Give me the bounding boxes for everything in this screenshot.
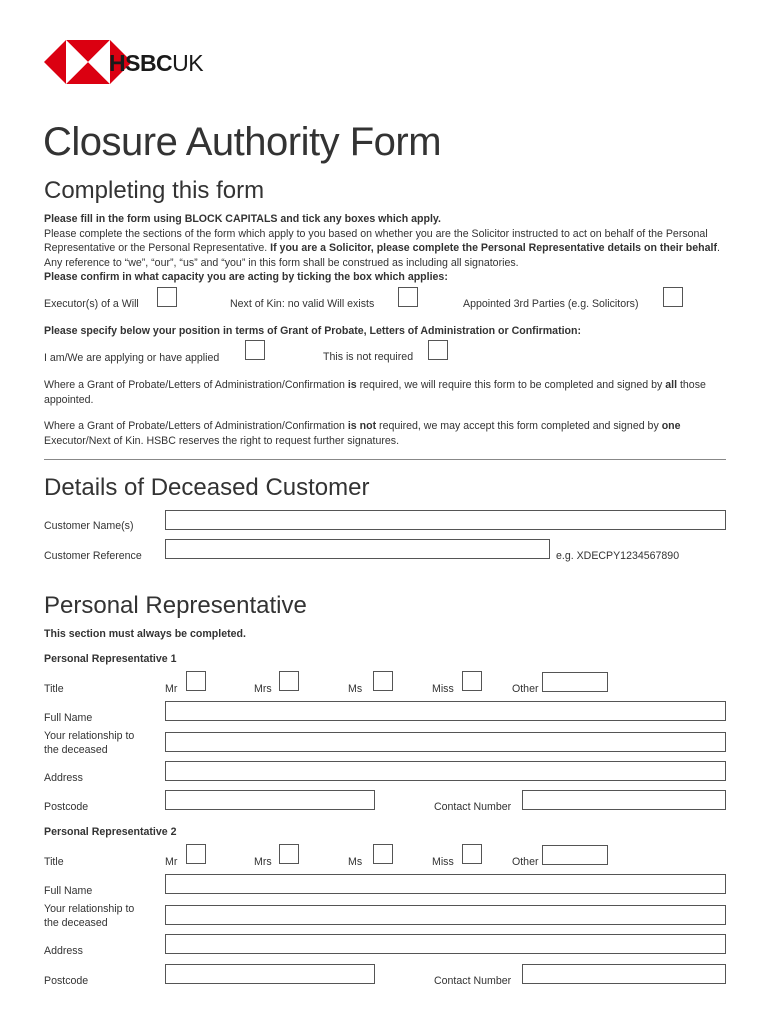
rep1-postcode-field[interactable] bbox=[165, 790, 375, 810]
rep2-mrs-label: Mrs bbox=[254, 856, 272, 868]
rep2-title-label: Title bbox=[44, 856, 64, 868]
rep2-fullname-field[interactable] bbox=[165, 874, 726, 894]
divider bbox=[44, 459, 726, 460]
position-instruction: Please specify below your position in terms of Grant of Probate, Letters of Administration or Confirmation: bbox=[44, 325, 582, 337]
rep2-other-field[interactable] bbox=[542, 845, 608, 865]
rep2-miss-checkbox[interactable] bbox=[462, 844, 482, 864]
customer-name-label: Customer Name(s) bbox=[44, 520, 134, 532]
customer-reference-field[interactable] bbox=[165, 539, 550, 559]
rep1-mr-checkbox[interactable] bbox=[186, 671, 206, 691]
rep1-relationship-field[interactable] bbox=[165, 732, 726, 752]
rep2-contact-label: Contact Number bbox=[434, 975, 512, 987]
rep1-contact-label: Contact Number bbox=[434, 801, 512, 813]
rep2-contact-field[interactable] bbox=[522, 964, 726, 984]
third-party-checkbox[interactable] bbox=[663, 287, 683, 307]
not-required-checkbox[interactable] bbox=[428, 340, 448, 360]
rep2-relationship-label-line2: the deceased bbox=[44, 917, 108, 929]
rep2-mr-label: Mr bbox=[165, 856, 178, 868]
page-title: Closure Authority Form bbox=[43, 120, 442, 164]
rep2-other-label: Other bbox=[512, 856, 539, 868]
customer-name-field[interactable] bbox=[165, 510, 726, 530]
deceased-heading: Details of Deceased Customer bbox=[44, 474, 370, 501]
rep2-address-field[interactable] bbox=[165, 934, 726, 954]
rep1-mr-label: Mr bbox=[165, 683, 178, 695]
rep2-relationship-label-line1: Your relationship to bbox=[44, 903, 135, 915]
next-of-kin-checkbox[interactable] bbox=[398, 287, 418, 307]
rep1-fullname-label: Full Name bbox=[44, 712, 93, 724]
third-party-label: Appointed 3rd Parties (e.g. Solicitors) bbox=[463, 298, 639, 310]
rep2-relationship-field[interactable] bbox=[165, 905, 726, 925]
rep2-postcode-field[interactable] bbox=[165, 964, 375, 984]
rep1-relationship-label-line1: Your relationship to bbox=[44, 730, 135, 742]
rep2-ms-checkbox[interactable] bbox=[373, 844, 393, 864]
applying-label: I am/We are applying or have applied bbox=[44, 352, 220, 364]
customer-reference-label: Customer Reference bbox=[44, 550, 142, 562]
personal-rep-heading: Personal Representative bbox=[44, 592, 307, 619]
applying-checkbox[interactable] bbox=[245, 340, 265, 360]
rep1-miss-label: Miss bbox=[432, 683, 454, 695]
rep2-mrs-checkbox[interactable] bbox=[279, 844, 299, 864]
rep1-mrs-label: Mrs bbox=[254, 683, 272, 695]
rep2-ms-label: Ms bbox=[348, 856, 363, 868]
rep1-ms-label: Ms bbox=[348, 683, 363, 695]
rep1-address-label: Address bbox=[44, 772, 83, 784]
rep1-relationship-label-line2: the deceased bbox=[44, 744, 108, 756]
rep2-miss-label: Miss bbox=[432, 856, 454, 868]
rep1-other-label: Other bbox=[512, 683, 539, 695]
rep2-address-label: Address bbox=[44, 945, 83, 957]
rep2-mr-checkbox[interactable] bbox=[186, 844, 206, 864]
executor-checkbox[interactable] bbox=[157, 287, 177, 307]
rep1-other-field[interactable] bbox=[542, 672, 608, 692]
brand-wordmark: HSBCUK bbox=[109, 50, 204, 76]
rep2-fullname-label: Full Name bbox=[44, 885, 93, 897]
executor-label: Executor(s) of a Will bbox=[44, 298, 139, 310]
rep1-address-field[interactable] bbox=[165, 761, 726, 781]
rep1-heading: Personal Representative 1 bbox=[44, 653, 177, 665]
rep1-ms-checkbox[interactable] bbox=[373, 671, 393, 691]
grant-required-text: Where a Grant of Probate/Letters of Administration/Confirmation is required, we will require this form to be completed and signed by all those appointed. bbox=[44, 379, 706, 406]
instructions: Please fill in the form using BLOCK CAPITALS and tick any boxes which apply. Please complete the sections of the form which apply to you based on whether you are the Solicitor instructed to act on behalf of the Personal Representative or the Personal Representative. If you are a Solicitor, please complete the Personal Representative details on their behalf. Any reference to “we”, “our”, “us” and “you” in this form shall be construed as including all signatories. Please confirm in what capacity you are acting by ticking the box which applies: bbox=[44, 213, 720, 284]
rep1-miss-checkbox[interactable] bbox=[462, 671, 482, 691]
personal-rep-note: This section must always be completed. bbox=[44, 628, 246, 640]
rep1-postcode-label: Postcode bbox=[44, 801, 89, 813]
rep1-fullname-field[interactable] bbox=[165, 701, 726, 721]
reference-example: e.g. XDECPY1234567890 bbox=[556, 550, 680, 562]
rep1-mrs-checkbox[interactable] bbox=[279, 671, 299, 691]
rep1-contact-field[interactable] bbox=[522, 790, 726, 810]
rep1-title-label: Title bbox=[44, 683, 64, 695]
grant-not-required-text: Where a Grant of Probate/Letters of Administration/Confirmation is not required, we may accept this form completed and signed by one Executor/Next of Kin. HSBC reserves the right to request further signatures. bbox=[44, 420, 681, 447]
next-of-kin-label: Next of Kin: no valid Will exists bbox=[230, 298, 375, 310]
completing-heading: Completing this form bbox=[44, 177, 265, 204]
rep2-heading: Personal Representative 2 bbox=[44, 826, 177, 838]
not-required-label: This is not required bbox=[323, 351, 414, 363]
rep2-postcode-label: Postcode bbox=[44, 975, 89, 987]
